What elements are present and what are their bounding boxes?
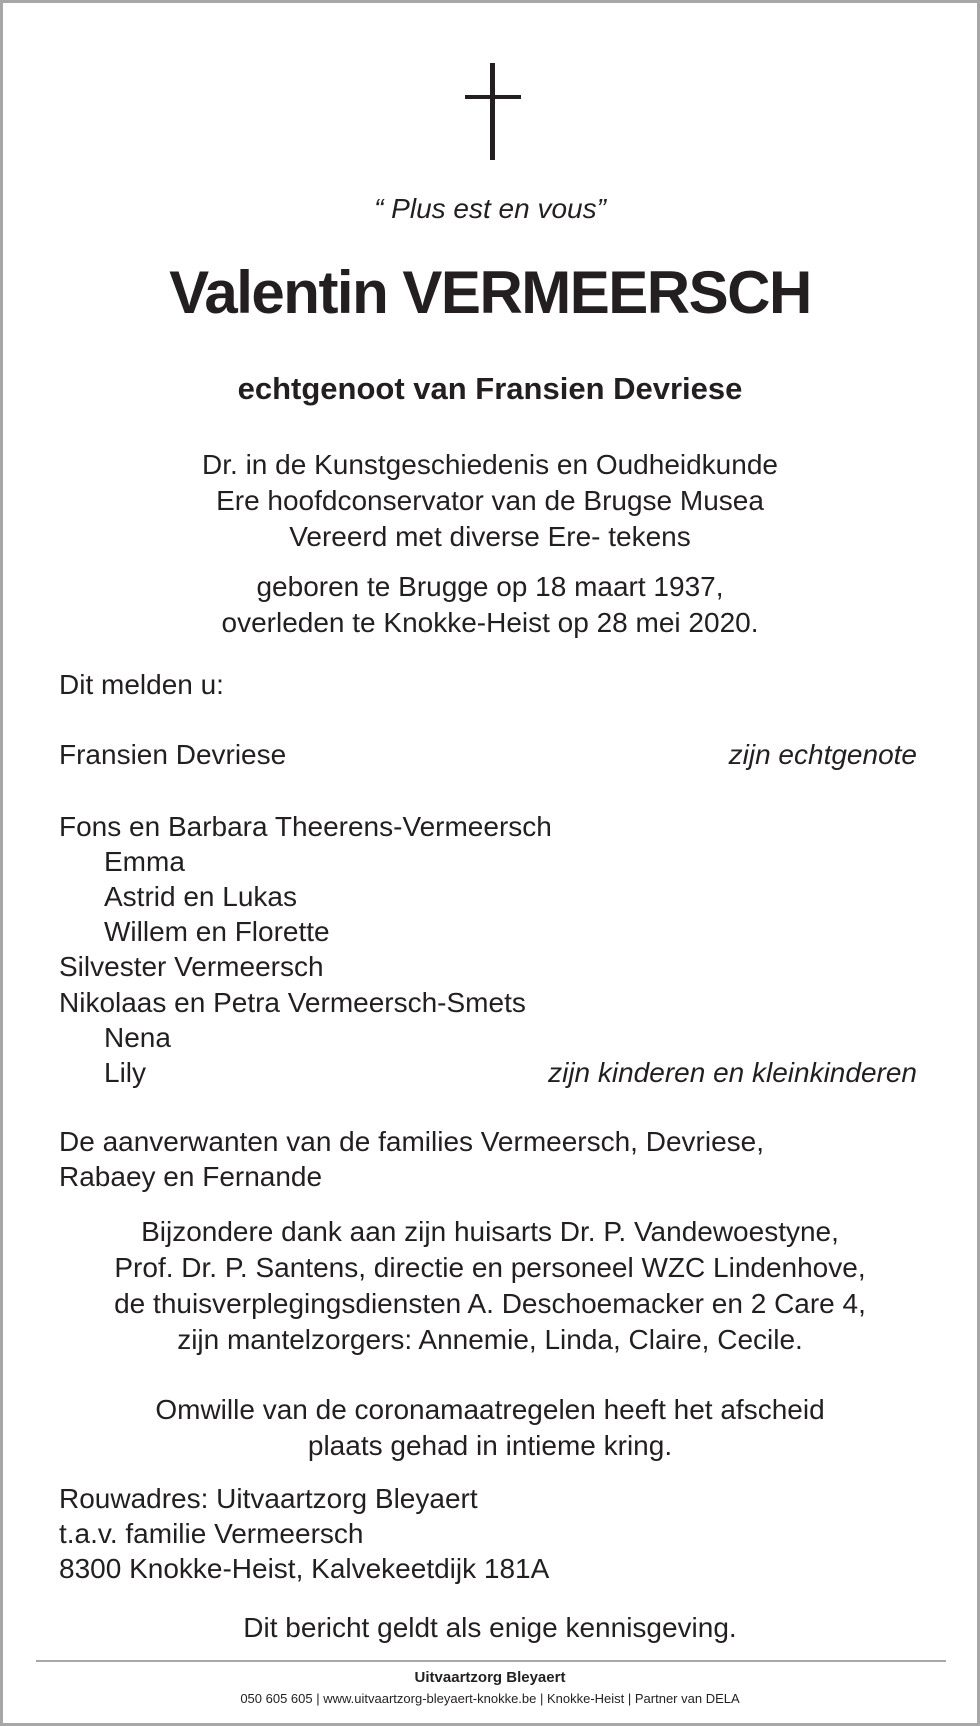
- children-relation: zijn kinderen en kleinkinderen: [548, 1057, 917, 1088]
- spouse-line: echtgenoot van Fransien Devriese: [237, 371, 743, 406]
- family-member: Silvester Vermeersch: [59, 951, 324, 982]
- cross-icon: [465, 63, 521, 163]
- address-line: Rouwadres: Uitvaartzorg Bleyaert: [59, 1483, 478, 1514]
- family-member: Fons en Barbara Theerens-Vermeersch: [59, 811, 552, 842]
- notice-text: Dit bericht geldt als enige kennisgeving.: [243, 1612, 737, 1643]
- corona-block: [3, 1392, 977, 1464]
- thanks-line: de thuisverplegingsdiensten A. Deschoemacker en 2 Care 4,: [114, 1288, 866, 1319]
- spouse-entry-name: Fransien Devriese: [59, 739, 287, 770]
- intro-text: Dit melden u:: [59, 669, 224, 700]
- relatives-line: Rabaey en Fernande: [59, 1161, 323, 1192]
- thanks-line: Prof. Dr. P. Santens, directie en personeel WZC Lindenhove,: [114, 1252, 866, 1283]
- titles-block: [3, 447, 977, 555]
- death-line: overleden te Knokke-Heist op 28 mei 2020.: [221, 607, 759, 638]
- footer-title: Uitvaartzorg Bleyaert: [414, 1669, 566, 1686]
- address-line: t.a.v. familie Vermeersch: [59, 1518, 364, 1549]
- thanks-block: [3, 1214, 977, 1358]
- grandchild: Astrid en Lukas: [104, 881, 297, 912]
- grandchild: Willem en Florette: [104, 916, 330, 947]
- title-line: Dr. in de Kunstgeschiedenis en Oudheidkunde: [202, 449, 778, 480]
- footer-divider: [36, 1660, 946, 1662]
- motto-quote: “ Plus est en vous”: [374, 193, 606, 224]
- birth-line: geboren te Brugge op 18 maart 1937,: [256, 571, 724, 602]
- grandchild: Nena: [104, 1022, 171, 1053]
- corona-line: Omwille van de coronamaatregelen heeft het afscheid: [155, 1394, 825, 1425]
- corona-line: plaats gehad in intieme kring.: [307, 1430, 673, 1461]
- thanks-line: zijn mantelzorgers: Annemie, Linda, Claire, Cecile.: [177, 1324, 803, 1355]
- relatives-line: De aanverwanten van de families Vermeersch, Devriese,: [59, 1126, 765, 1157]
- family-member: Nikolaas en Petra Vermeersch-Smets: [59, 987, 526, 1018]
- address-line: 8300 Knokke-Heist, Kalvekeetdijk 181A: [59, 1553, 550, 1584]
- dates-block: [3, 569, 977, 641]
- title-line: Vereerd met diverse Ere- tekens: [289, 521, 691, 552]
- spouse-entry-relation: zijn echtgenote: [728, 739, 917, 770]
- footer-info: 050 605 605 | www.uitvaartzorg-bleyaert-knokke.be | Knokke-Heist | Partner van DELA: [240, 1691, 740, 1706]
- grandchild: Lily: [104, 1057, 147, 1088]
- deceased-name: Valentin VERMEERSCH: [169, 259, 811, 326]
- thanks-line: Bijzondere dank aan zijn huisarts Dr. P. Vandewoestyne,: [141, 1216, 839, 1247]
- grandchild: Emma: [104, 846, 185, 877]
- title-line: Ere hoofdconservator van de Brugse Musea: [216, 485, 764, 516]
